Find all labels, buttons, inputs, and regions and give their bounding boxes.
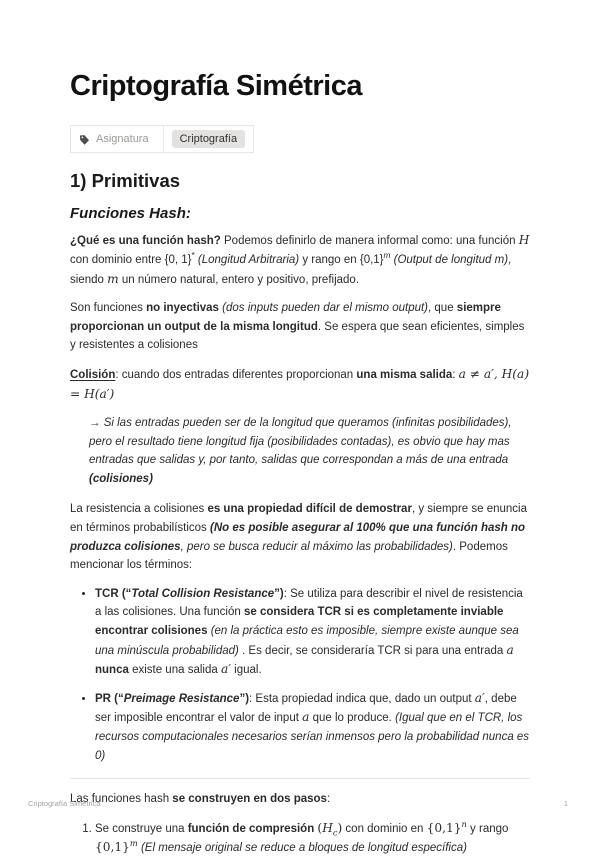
bullet-item-tcr — [95, 585, 530, 680]
text-segment: Preimage Resistance — [123, 692, 240, 705]
text-segment: ”) — [239, 692, 250, 705]
property-name-label: Asignatura — [96, 133, 149, 146]
text-segment: y rango en {0,1} — [299, 253, 384, 266]
text-segment: n — [461, 818, 467, 829]
paragraph-non-injective — [70, 299, 530, 355]
text-segment: (colisiones) — [89, 472, 153, 485]
text-segment: Son funciones — [70, 302, 147, 315]
bullet-list — [70, 585, 530, 765]
text-segment: , y siempre se enuncia en términos probabilísticos — [70, 503, 527, 535]
text-segment: m — [129, 838, 138, 849]
text-segment: Se construye una — [95, 822, 188, 835]
text-segment: y rango — [466, 822, 509, 835]
text-segment: existe una salida — [128, 664, 221, 677]
text-segment: (El mensaje original se reduce a bloques de longitud específica) — [140, 842, 467, 855]
text-segment: , siendo — [70, 253, 512, 286]
text-segment: (Longitud Arbitraria) — [197, 253, 300, 266]
text-segment: no inyectivas — [146, 302, 219, 315]
text-segment: se construyen en dos pasos — [172, 793, 327, 806]
text-segment: : — [326, 793, 331, 806]
text-segment: * — [191, 251, 195, 261]
text-segment: TCR (“ — [95, 587, 132, 600]
text-segment: {0,1} — [95, 840, 130, 855]
footer-page-number: 1 — [563, 799, 568, 808]
text-segment: siempre proporcionan un output de la misma longitud — [70, 302, 501, 333]
text-segment: . Podemos mencionar los términos: — [70, 540, 508, 572]
text-segment: (en la práctica esto es imposible, siempre existe aunque sea una minúscula probabilidad) — [95, 625, 519, 657]
text-segment: a ≠ a′, H(a) = H(a′) — [70, 366, 530, 401]
property-value-badge: Criptografía — [172, 130, 245, 148]
text-segment: m — [107, 271, 119, 286]
text-segment: se considera TCR si es completamente inviable encontrar colisiones — [95, 606, 504, 638]
property-value-cell — [164, 126, 253, 152]
text-segment: (dos inputs pueden dar el mismo output) — [222, 302, 429, 315]
page-title: Criptografía Simétrica — [70, 70, 362, 102]
tag-icon — [79, 133, 90, 145]
paragraph-collision-definition — [70, 365, 530, 404]
text-segment: PR (“ — [95, 692, 124, 705]
text-segment: a′ — [220, 662, 231, 677]
text-segment: , pero se busca reducir al máximo las probabilidades) — [180, 540, 453, 553]
text-segment: con dominio en — [342, 822, 427, 835]
section-heading: 1) Primitivas — [70, 170, 181, 192]
text-segment: Las funciones hash — [70, 793, 173, 806]
text-segment: una misma salida — [356, 368, 453, 381]
text-segment: que lo produce. — [309, 712, 396, 725]
footer-title: Criptografía Simétrica — [28, 799, 101, 808]
text-segment: c — [332, 827, 338, 838]
text-segment: H — [322, 820, 333, 835]
text-segment: a — [506, 642, 514, 657]
text-segment: : cuando dos entradas diferentes proporcionan — [115, 368, 357, 381]
text-segment: a′ — [474, 690, 485, 705]
text-segment: , debe ser imposible encontrar el valor de input — [95, 692, 517, 725]
footer — [28, 799, 568, 808]
subsection-heading: Funciones Hash: — [70, 205, 191, 223]
numbered-list — [70, 819, 530, 858]
paragraph-collision-resistance — [70, 500, 530, 574]
text-segment: . Se espera que sean eficientes, simples y resistentes a colisiones — [70, 320, 525, 352]
indented-note-block — [89, 414, 530, 488]
text-segment: H — [518, 233, 530, 248]
text-segment: Colisión — [70, 368, 116, 381]
text-segment: {0,1} — [426, 820, 462, 835]
text-segment: (No es posible asegurar al 100% que una función hash no produzca colisiones — [70, 522, 526, 553]
text-segment: → Si las entradas pueden ser de la longitud que queramos (infinitas posibilidades), pero el resultado tiene longitud fija (posibilidades contadas), es obvio que hay mas entradas que salidas y, por tanto, salidas que correspondan a más de una entrada — [89, 417, 512, 467]
text-segment: m — [383, 251, 391, 261]
text-segment: (Igual que en el TCR, los recursos computacionales necesarios serían inmensos pero la probabilidad nunca es 0) — [95, 712, 530, 762]
text-segment: función de compresión — [187, 822, 315, 835]
text-segment: ¿Qué es una función hash? — [70, 235, 224, 248]
text-segment: , que — [428, 302, 457, 315]
text-segment: a — [302, 710, 310, 725]
numbered-item-compression-function — [95, 819, 530, 858]
paragraph-hash-definition — [70, 231, 530, 289]
text-segment: Total Collision Resistance — [131, 587, 275, 600]
text-segment: ”) — [274, 587, 284, 600]
property-name-cell — [71, 126, 164, 152]
text-segment: es una propiedad difícil de demostrar — [207, 503, 412, 516]
text-segment: : Esta propiedad indica que, dado un output — [249, 692, 475, 705]
text-segment: ( — [317, 820, 323, 835]
text-segment: La resistencia a colisiones — [70, 503, 208, 516]
text-segment: ) — [337, 820, 343, 835]
divider — [70, 778, 530, 779]
text-segment: con dominio entre {0, 1} — [70, 253, 192, 266]
bullet-item-pr — [95, 689, 530, 765]
text-segment: . Es decir, se consideraría TCR si para una entrada — [238, 644, 507, 657]
text-segment: un número natural, entero y positivo, prefijado. — [118, 273, 360, 286]
property-row — [70, 125, 254, 153]
text-segment: Podemos definirlo de manera informal como: una función — [224, 235, 519, 248]
text-segment: igual. — [230, 664, 262, 677]
text-segment: (Output de longitud m) — [393, 253, 509, 266]
text-segment: : Se utiliza para describir el nivel de resistencia a las colisiones. Una función — [95, 587, 523, 619]
text-segment: : — [452, 368, 459, 381]
text-segment: nunca — [95, 664, 129, 677]
